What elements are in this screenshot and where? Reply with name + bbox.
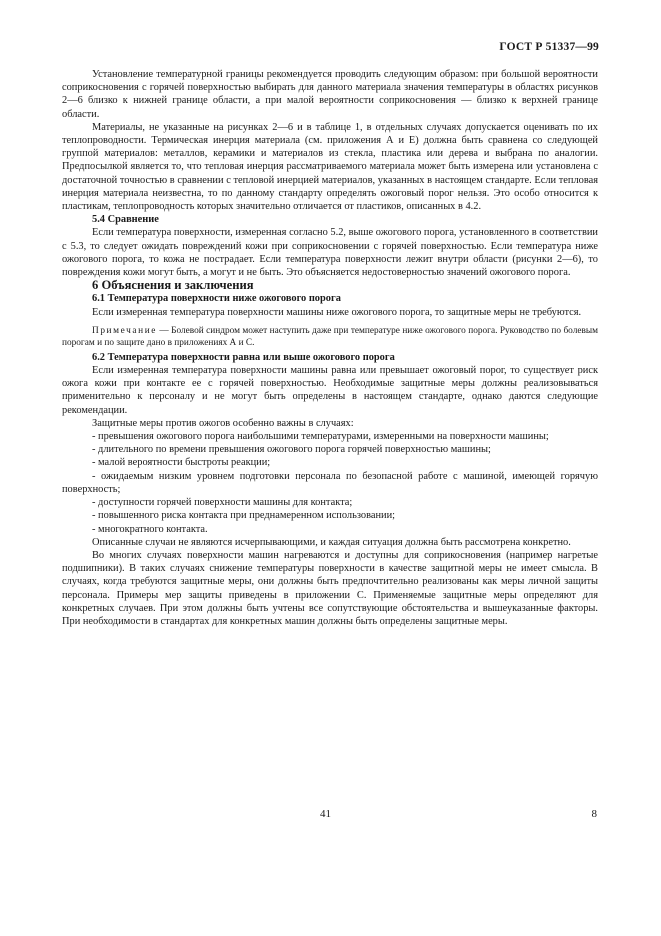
- section-5-4-text: Если температура поверхности, измеренная согласно 5.2, выше ожогового порога, установленного в соответствии с 5.3, то следует ожидать повреждений кожи при соприкосновении с горячей поверхностью. Если температура ниже ожогового порога, то кожа не пострадает. Если температура поверхности лежит внутри области (рисунки 2—6), то повреждения кожи могут быть, а могут и не быть. Это объясняется недостоверностью значений ожогового порога.: [62, 227, 598, 279]
- paragraph-protective-measures: Во многих случаях поверхности машин нагреваются и доступны для соприкосновения (например нагретые подшипники). В таких случаях снижение температуры поверхности в качестве защитной меры не имеет смысла. В случаях, когда требуются защитные меры, они должны быть предпочтительно реализованы как меры личной защиты персонала. Примеры мер защиты приведены в приложении С. Применяемые защитные меры определяют для конкретных случаев. При этом должны быть учтены все сопутствующие обстоятельства и вышеуказанные факторы. При необходимости в стандартах для конкретных машин должны быть определены защитные меры.: [62, 549, 598, 627]
- page-content: [62, 68, 598, 628]
- list-item: - ожидаемым низким уровнем подготовки персонала по безопасной работе с машиной, имеющей горячую поверхность;: [62, 470, 598, 495]
- note: [62, 325, 598, 349]
- list-item: - доступности горячей поверхности машины для контакта;: [92, 497, 353, 509]
- paragraph-materials: Материалы, не указанные на рисунках 2—6 и в таблице 1, в отдельных случаях допускается оценивать по их теплопроводности. Термическая инерция материала (см. приложения А и Е) должна быть сравнена со следующей группой материалов: металлов, керамики и материалов из стекла, пластика или дерева и выбрана по аналогии. Предпосылкой является то, что тепловая инерция рассматриваемого материала может быть измерена или установлена с достаточной точностью в сравнении с тепловой инерцией материалов, указанных в настоящем стандарте. Если тепловая инерция материала неизвестна, то по данному стандарту определять ожоговый порог нельзя. Это особо относится к пластикам, теплопроводность которых значительно отличается от пластиков, описанных в 4.2.: [62, 121, 598, 213]
- list-item: - длительного по времени превышения ожогового порога горячей поверхностью машины;: [92, 444, 491, 456]
- section-5-4-heading: 5.4 Сравнение: [92, 214, 159, 226]
- paragraph-boundary: Установление температурной границы рекомендуется проводить следующим образом: при большой вероятности соприкосновения с горячей поверхностью выбирать для данного материала значения температуры в областях рисунков 2—6 близко к нижней границе области, а при малой вероятности соприкосновения — близко к верхней границе области.: [62, 69, 598, 120]
- sheet-number: 41: [320, 808, 331, 820]
- paragraph-cases-not-exhaustive: Описанные случаи не являются исчерпывающими, и каждая ситуация должна быть рассмотрена конкретно.: [92, 536, 571, 548]
- section-6-heading: 6 Объяснения и заключения: [92, 278, 254, 293]
- list-item: - повышенного риска контакта при преднамеренном использовании;: [92, 510, 396, 522]
- section-6-2-heading: 6.2 Температура поверхности равна или выше ожогового порога: [92, 351, 395, 363]
- cases-intro: Защитные меры против ожогов особенно важны в случаях:: [92, 417, 354, 429]
- document-code: ГОСТ Р 51337—99: [499, 41, 599, 53]
- page-number: 8: [591, 808, 597, 820]
- list-item: - малой вероятности быстроты реакции;: [92, 457, 271, 469]
- section-6-2-text: Если измеренная температура поверхности машины равна или превышает ожоговый порог, то существует риск ожога кожи при контакте ее с горячей поверхностью. Необходимые защитные меры должны реализовываться применительно к персоналу и не могут быть определены в настоящем стандарте, однако даются следующие рекомендации.: [62, 365, 598, 416]
- list-item: - многократного контакта.: [92, 523, 208, 535]
- note-label: Примечание: [92, 325, 157, 336]
- note-text: — Болевой синдром может наступить даже при температуре ниже ожогового порога. Руководство по болевым порогам и по защите дано в приложениях А и С.: [62, 325, 598, 348]
- section-6-1-heading: 6.1 Температура поверхности ниже ожогового порога: [92, 293, 341, 305]
- list-item: - превышения ожогового порога наибольшими температурами, измеренными на поверхности машины;: [92, 431, 549, 443]
- section-6-1-text: Если измеренная температура поверхности машины ниже ожогового порога, то защитные меры не требуются.: [92, 306, 582, 318]
